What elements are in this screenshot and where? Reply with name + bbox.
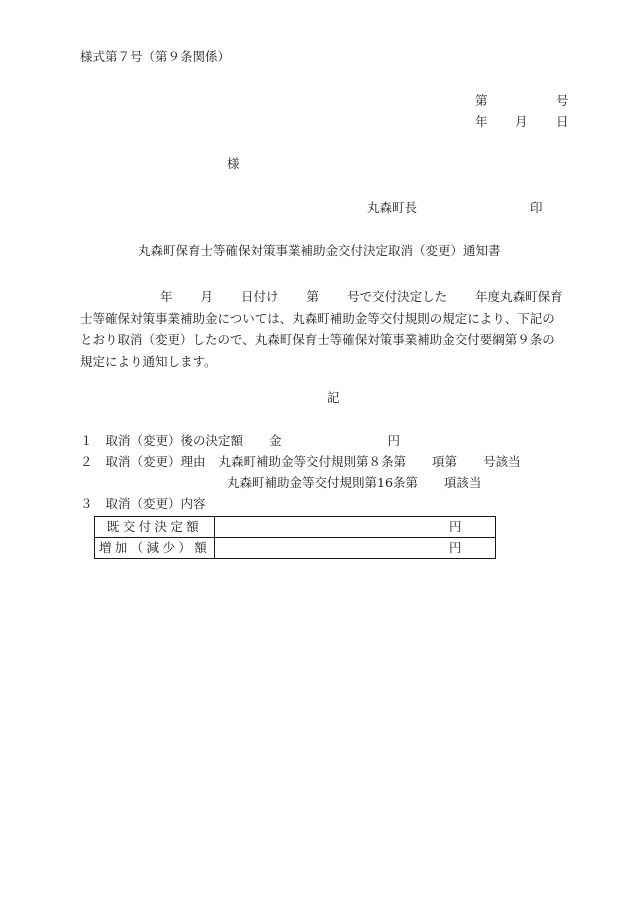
existing-amount-yen: 円 [449,519,462,534]
item-1-row [80,435,400,448]
item-2-rule-2-kou: 項該当 [443,475,482,490]
addressee-honorific: 様 [227,156,240,171]
body-number-label: 第 [306,289,320,304]
body-decision-text: 号で交付決定した [347,289,448,304]
body-year: 年 [160,289,173,304]
change-amount-label: 増加（減少）額 [98,539,211,555]
body-fiscal-year-text: 年度丸森町保育 [475,289,563,304]
change-amount-yen: 円 [449,540,462,555]
table-row [95,538,496,559]
body-line-3: とおり取消（変更）したので、丸森町保育士等確保対策事業補助金交付要綱第９条の [80,332,555,347]
item-2-label: 取消（変更）理由 [105,454,206,469]
change-amount-label-cell [95,538,215,559]
existing-amount-label-cell [95,517,215,538]
change-amount-value-cell [215,538,496,559]
body-month: 月 [200,289,214,304]
existing-amount-value-cell [215,517,496,538]
item-3-row [80,498,206,511]
item-2-number: ２ [80,454,93,469]
item-2-rule-2: 丸森町補助金等交付規則第16条第 [227,475,418,490]
form-number: 様式第７号（第９条関係） [80,49,231,64]
existing-amount-label: 既交付決定額 [106,518,203,534]
document-title: 丸森町保育士等確保対策事業補助金交付決定取消（変更）通知書 [138,243,501,258]
body-line-1 [80,286,580,308]
item-2-rule-1: 丸森町補助金等交付規則第８条第 [218,454,407,469]
document-number-label: 第 [475,93,488,108]
body-line-4: 規定により通知します。 [80,353,217,369]
date-day-label: 日 [556,114,569,129]
item-1-number: １ [80,433,93,448]
notice-body [80,286,580,372]
date-year-label: 年 [475,114,488,129]
item-2-rule-1-gou: 号該当 [483,454,521,469]
item-1-label: 取消（変更）後の決定額 [105,433,244,448]
body-date-suffix: 日付け [241,289,279,304]
date-month-label: 月 [515,114,528,129]
change-amount-table [94,516,496,559]
seal-mark: 印 [530,200,543,215]
table-row [95,517,496,538]
body-line-2: 士等確保対策事業補助金については、丸森町補助金等交付規則の規定により、下記の [80,310,555,326]
item-2-row-second [227,477,481,490]
item-3-number: ３ [80,496,93,511]
item-3-label: 取消（変更）内容 [105,496,206,511]
document-number-suffix: 号 [556,93,569,108]
item-1-kin: 金 [269,433,282,448]
item-1-yen: 円 [387,433,401,448]
item-2-rule-1-kou: 項第 [432,454,458,469]
sender-name: 丸森町長 [367,200,418,215]
ki-heading: 記 [327,390,340,405]
item-2-row [80,456,521,469]
